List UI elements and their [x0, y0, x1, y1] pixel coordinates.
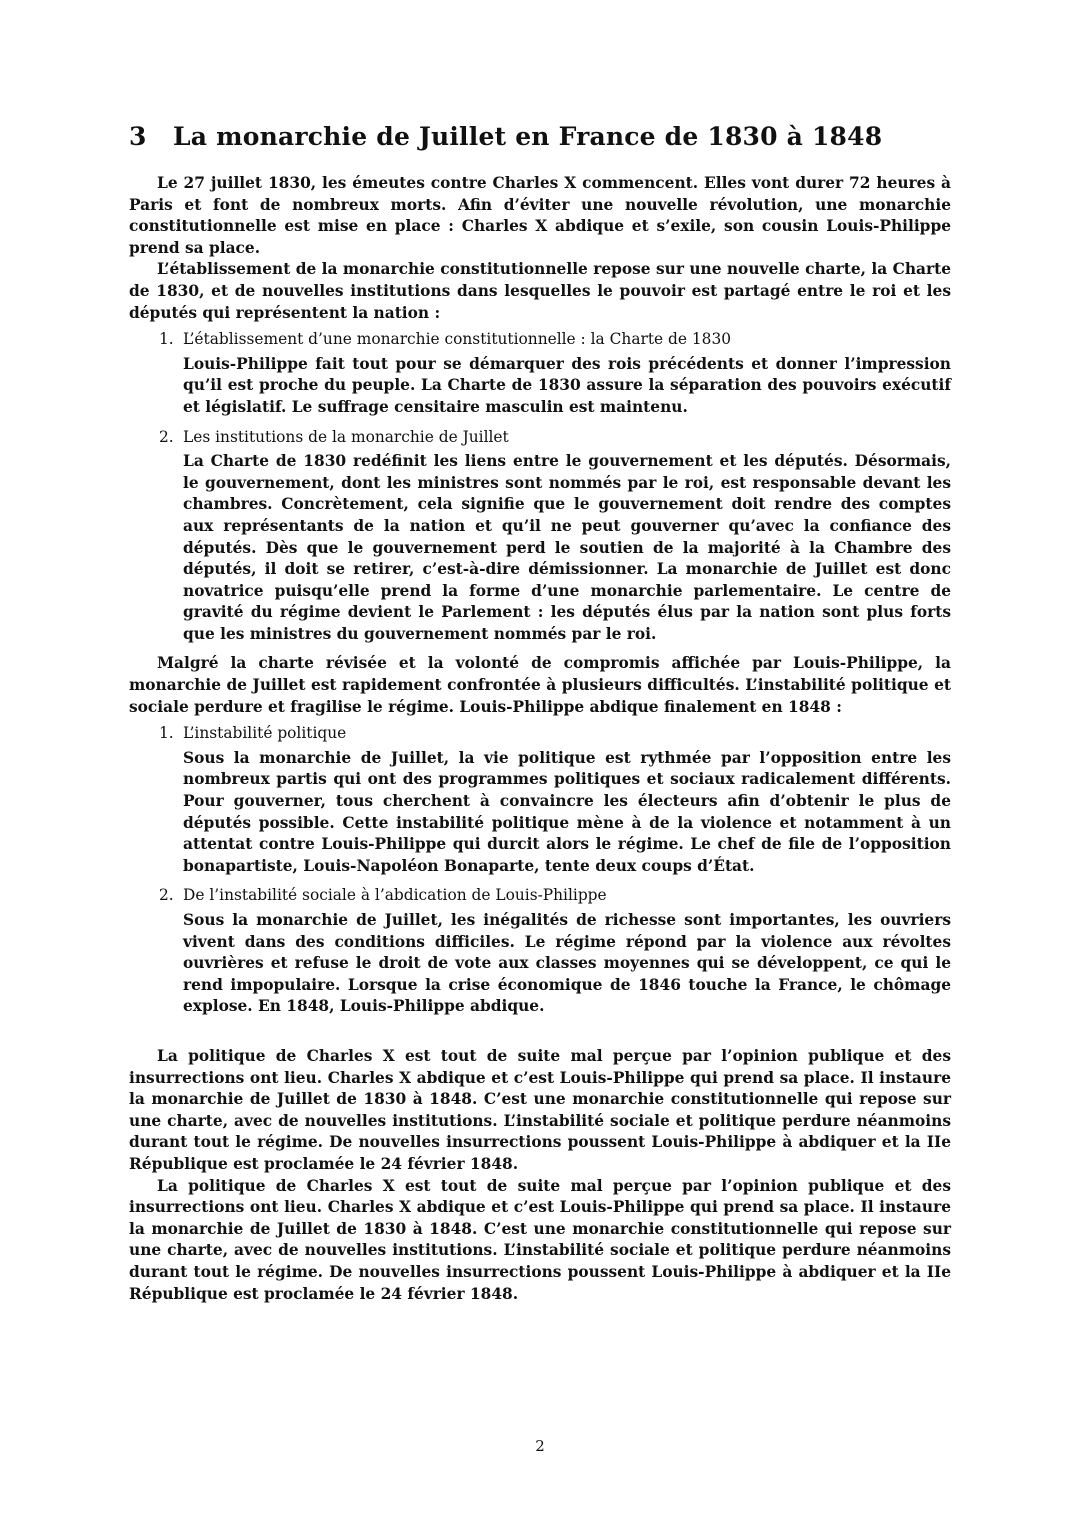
- intro-paragraph-2: L’établissement de la monarchie constitutionnelle repose sur une nouvelle charte, la Charte de 1830, et de nouvelles institutions dans lesquelles le pouvoir est partagé entre le roi et les députés qui représentent la nation :: [129, 260, 951, 322]
- summary-paragraph-2: La politique de Charles X est tout de suite mal perçue par l’opinion publique et des insurrections ont lieu. Charles X abdique et c’est Louis-Philippe qui prend sa place. Il instaure la monarchie de Juillet de 1830 à 1848. C’est une monarchie constitutionnelle qui repose sur une charte, avec de nouvelles institutions. L’instabilité sociale et politique perdure néanmoins durant tout le régime. De nouvelles insurrections poussent Louis-Philippe à abdiquer et la IIe République est proclamée le 24 février 1848.: [129, 1176, 951, 1303]
- middle-paragraph: Malgré la charte révisée et la volonté de compromis affichée par Louis-Philippe, la monarchie de Juillet est rapidement confrontée à plusieurs difficultés. L’instabilité politique et sociale perdure et fragilise le régime. Louis-Philippe abdique finalement en 1848 :: [129, 654, 951, 716]
- list-item-number: 2.: [159, 886, 174, 905]
- list-item-number: 2.: [159, 427, 174, 446]
- list-item-heading: Les institutions de la monarchie de Juillet: [183, 427, 509, 446]
- list-item: [159, 427, 951, 646]
- list-item-heading: De l’instabilité sociale à l’abdication de Louis-Philippe: [183, 886, 607, 905]
- list-item-body: Sous la monarchie de Juillet, la vie politique est rythmée par l’opposition entre les nombreux partis qui ont des programmes politiques et sociaux radicalement différents. Pour gouverner, tous cherchent à convaincre les électeurs afin d’obtenir le plus de députés possible. Cette instabilité politique mène à de la violence et notamment à un attentat contre Louis-Philippe qui durcit alors le régime. Le chef de file de l’opposition bonapartiste, Louis-Napoléon Bonaparte, tente deux coups d’État.: [183, 748, 951, 875]
- intro-paragraph-1: Le 27 juillet 1830, les émeutes contre Charles X commencent. Elles vont durer 72 heures à Paris et font de nombreux morts. Afin d’éviter une nouvelle révolution, une monarchie constitutionnelle est mise en place : Charles X abdique et s’exile, son cousin Louis-Philippe prend sa place.: [129, 174, 951, 257]
- section-heading: [129, 122, 951, 151]
- document-page: [129, 122, 951, 1305]
- list-item: [159, 329, 951, 418]
- list-item-body: Louis-Philippe fait tout pour se démarquer des rois précédents et donner l’impression qu’il est proche du peuple. La Charte de 1830 assure la séparation des pouvoirs exécutif et législatif. Le suffrage censitaire masculin est maintenu.: [183, 354, 951, 416]
- list-item: [159, 723, 951, 877]
- summary-paragraph-1: La politique de Charles X est tout de suite mal perçue par l’opinion publique et des insurrections ont lieu. Charles X abdique et c’est Louis-Philippe qui prend sa place. Il instaure la monarchie de Juillet de 1830 à 1848. C’est une monarchie constitutionnelle qui repose sur une charte, avec de nouvelles institutions. L’instabilité sociale et politique perdure néanmoins durant tout le régime. De nouvelles insurrections poussent Louis-Philippe à abdiquer et la IIe République est proclamée le 24 février 1848.: [129, 1046, 951, 1173]
- page-number: 2: [535, 1437, 545, 1455]
- section-number: 3: [129, 122, 147, 151]
- list-item-body: Sous la monarchie de Juillet, les inégalités de richesse sont importantes, les ouvriers vivent dans des conditions difficiles. Le régime répond par la violence aux révoltes ouvrières et refuse le droit de vote aux classes moyennes qui se développent, ce qui le rend impopulaire. Lorsque la crise économique de 1846 touche la France, le chômage explose. En 1848, Louis-Philippe abdique.: [183, 911, 951, 1016]
- section-title: La monarchie de Juillet en France de 1830 à 1848: [173, 122, 883, 151]
- summary-block: [129, 1046, 951, 1305]
- list-item: [159, 885, 951, 1018]
- list-item-heading: L’instabilité politique: [183, 724, 347, 743]
- list-item-number: 1.: [159, 724, 174, 743]
- list-item-body: La Charte de 1830 redéfinit les liens entre le gouvernement et les députés. Désormais, le gouvernement, dont les ministres sont nommés par le roi, est responsable devant les chambres. Concrètement, cela signifie que le gouvernement doit rendre des comptes aux représentants de la nation et qu’il ne peut gouverner qu’avec la confiance des députés. Dès que le gouvernement perd le soutien de la majorité à la Chambre des députés, il doit se retirer, c’est-à-dire démissionner. La monarchie de Juillet est donc novatrice puisqu’elle prend la forme d’une monarchie parlementaire. Le centre de gravité du régime devient le Parlement : les députés élus par la nation sont plus forts que les ministres du gouvernement nommés par le roi.: [183, 452, 951, 643]
- difficulties-list: [129, 723, 951, 1018]
- list-item-number: 1.: [159, 330, 174, 349]
- institutions-list: [129, 329, 951, 645]
- list-item-heading: L’établissement d’une monarchie constitutionnelle : la Charte de 1830: [183, 330, 732, 349]
